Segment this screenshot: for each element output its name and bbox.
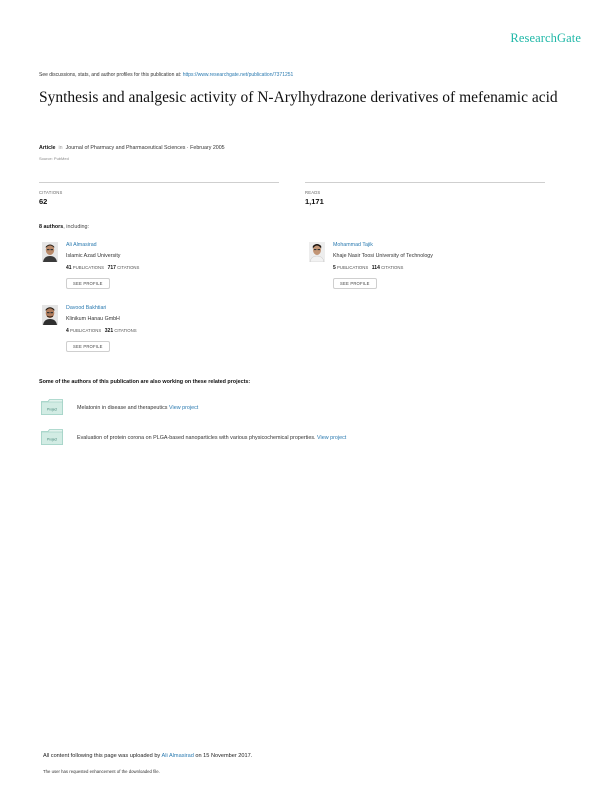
publication-meta	[39, 145, 225, 151]
upload-suffix: on 15 November 2017.	[195, 753, 253, 759]
publication-title: Synthesis and analgesic activity of N-Arylhydrazone derivatives of mefenamic acid	[39, 89, 558, 106]
citations-label: CITATIONS	[39, 190, 63, 195]
upload-note	[43, 753, 252, 759]
authors-count: 8 authors	[39, 224, 64, 230]
project-item	[77, 435, 346, 441]
see-profile-button[interactable]: SEE PROFILE	[333, 278, 377, 289]
author-publications-count: 4	[66, 328, 69, 334]
author-institution[interactable]: Islamic Azad University	[66, 253, 121, 259]
reads-divider	[305, 182, 545, 183]
researchgate-logo[interactable]: ResearchGate	[510, 31, 581, 45]
author-citations-count: 717	[107, 265, 116, 271]
publication-type: Article	[39, 145, 56, 151]
author-stats	[66, 265, 139, 271]
discussions-note-text: See discussions, stats, and author profiles for this publication at:	[39, 72, 182, 78]
author-publications-count: 5	[333, 265, 336, 271]
avatar[interactable]	[42, 242, 58, 262]
in-word: in	[58, 145, 63, 151]
discussions-note	[39, 72, 293, 78]
publication-venue: Journal of Pharmacy and Pharmaceutical Sciences · February 2005	[65, 145, 225, 151]
author-stats	[66, 328, 137, 334]
author-name[interactable]: Ali Almasirad	[66, 242, 97, 248]
project-folder-icon	[41, 429, 63, 445]
author-stats	[333, 265, 403, 271]
project-item	[77, 405, 198, 411]
author-institution[interactable]: Khaje Nasir Toosi University of Technology	[333, 253, 433, 259]
author-citations-count: 114	[371, 265, 380, 271]
enhancement-note: The user has requested enhancement of the downloaded file.	[43, 769, 160, 774]
author-publications-count: 41	[66, 265, 72, 271]
author-citations-label: CITATIONS	[381, 265, 404, 270]
project-folder-icon	[41, 399, 63, 415]
see-profile-button[interactable]: SEE PROFILE	[66, 278, 110, 289]
uploader-link[interactable]: Ali Almasirad	[161, 753, 194, 759]
author-citations-label: CITATIONS	[117, 265, 140, 270]
project-icon-label: Project	[47, 437, 57, 442]
author-institution[interactable]: Klinikum Hanau GmbH	[66, 316, 120, 322]
author-name[interactable]: Mohammad Tajik	[333, 242, 373, 248]
author-citations-label: CITATIONS	[114, 328, 137, 333]
reads-label: READS	[305, 190, 321, 195]
project-icon-label: Project	[47, 407, 57, 412]
author-publications-label: PUBLICATIONS	[336, 265, 369, 270]
upload-prefix: All content following this page was uploaded by	[43, 753, 161, 759]
author-citations-count: 321	[104, 328, 114, 334]
reads-value: 1,171	[305, 197, 324, 206]
related-projects-header: Some of the authors of this publication are also working on these related projects:	[39, 379, 251, 385]
project-title: Melatonin in disease and therapeutics	[77, 405, 168, 411]
project-title: Evaluation of protein corona on PLGA-based nanoparticles with various physicochemical properties.	[77, 435, 316, 441]
authors-suffix: , including:	[63, 224, 90, 230]
avatar[interactable]	[309, 242, 325, 262]
author-publications-label: PUBLICATIONS	[69, 328, 102, 333]
author-publications-label: PUBLICATIONS	[72, 265, 104, 270]
publication-link[interactable]: https://www.researchgate.net/publication/7371251	[182, 72, 294, 78]
view-project-link[interactable]: View project	[317, 435, 347, 441]
avatar[interactable]	[42, 305, 58, 325]
citations-value: 62	[39, 197, 48, 206]
publication-source: Source: PubMed	[39, 156, 69, 161]
view-project-link[interactable]: View project	[169, 405, 199, 411]
author-name[interactable]: Davood Bakhtiari	[66, 305, 107, 311]
citations-divider	[39, 182, 279, 183]
see-profile-button[interactable]: SEE PROFILE	[66, 341, 110, 352]
authors-header	[39, 224, 89, 230]
